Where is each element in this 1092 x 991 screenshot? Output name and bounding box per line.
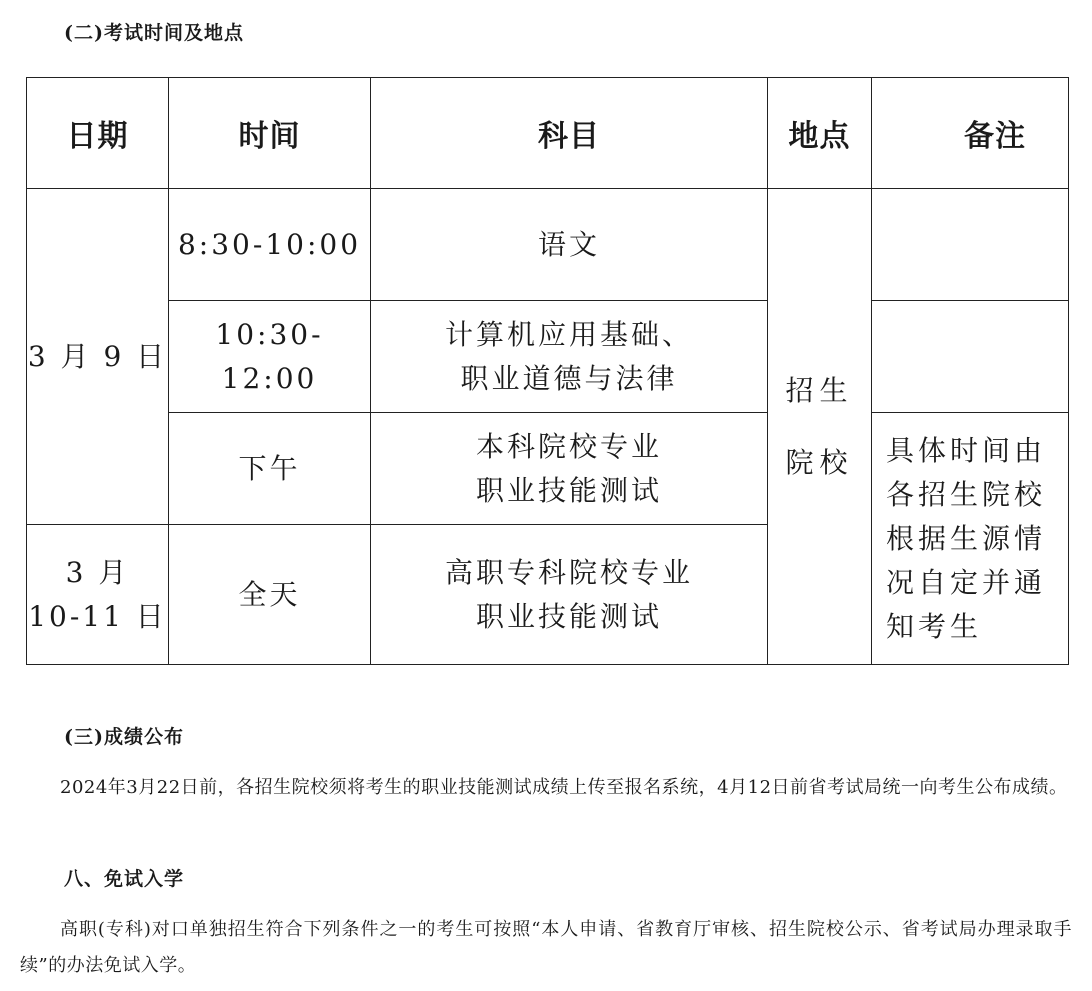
time-cell: 全天: [169, 525, 371, 665]
results-paragraph: 2024年3月22日前，各招生院校须将考生的职业技能测试成绩上传至报名系统，4月12日前省考试局统一向考生公布成绩。: [60, 777, 1068, 798]
note-cell-empty: [872, 189, 1069, 301]
exam-schedule-table: [26, 77, 1069, 665]
section-heading-exam-time-place: (二)考试时间及地点: [64, 22, 244, 44]
table-row: [27, 301, 1069, 413]
exempt-paragraph: 高职(专科)对口单独招生符合下列条件之一的考生可按照“本人申请、省教育厅审核、招生院校公示、省考试局办理录取手续”的办法免试入学。: [20, 919, 1072, 976]
section-heading-results: (三)成绩公布: [64, 726, 184, 748]
note-cell: [872, 413, 1069, 665]
date-cell: [27, 525, 169, 665]
subject-cell: 语文: [371, 189, 768, 301]
time-cell: 下午: [169, 413, 371, 525]
header-notes: 备注: [872, 78, 1069, 189]
header-time: 时间: [169, 78, 371, 189]
subject-line: 职业技能测试: [475, 473, 662, 507]
header-location: 地点: [768, 78, 872, 189]
subject-cell: [371, 301, 768, 413]
date-cell: 3 月 9 日: [27, 189, 169, 525]
note-line: 具体时间由: [886, 433, 1047, 467]
note-line: 各招生院校: [886, 477, 1047, 511]
table-row: [27, 189, 1069, 301]
time-cell: 10:30-12:00: [169, 301, 371, 413]
date-line: 3 月: [65, 555, 130, 589]
table-header-row: [27, 78, 1069, 189]
header-subject: 科目: [371, 78, 768, 189]
location-line: 招生: [785, 373, 854, 407]
note-line: 根据生源情: [886, 521, 1047, 555]
subject-line: 本科院校专业: [475, 429, 662, 463]
subject-line: 职业道德与法律: [460, 361, 678, 395]
header-date: 日期: [27, 78, 169, 189]
date-line: 10-11 日: [28, 599, 167, 633]
note-line: 知考生: [886, 609, 983, 643]
subject-line: 计算机应用基础、: [444, 317, 693, 351]
time-cell: 8:30-10:00: [169, 189, 371, 301]
location-line: 院校: [785, 445, 854, 479]
note-cell-empty: [872, 301, 1069, 413]
location-cell: [768, 189, 872, 665]
subject-line: 高职专科院校专业: [444, 555, 693, 589]
table-row: [27, 413, 1069, 525]
subject-cell: [371, 413, 768, 525]
note-line: 况自定并通: [886, 565, 1047, 599]
subject-line: 职业技能测试: [475, 599, 662, 633]
section-heading-exempt-admission: 八、免试入学: [64, 868, 185, 890]
subject-cell: [371, 525, 768, 665]
